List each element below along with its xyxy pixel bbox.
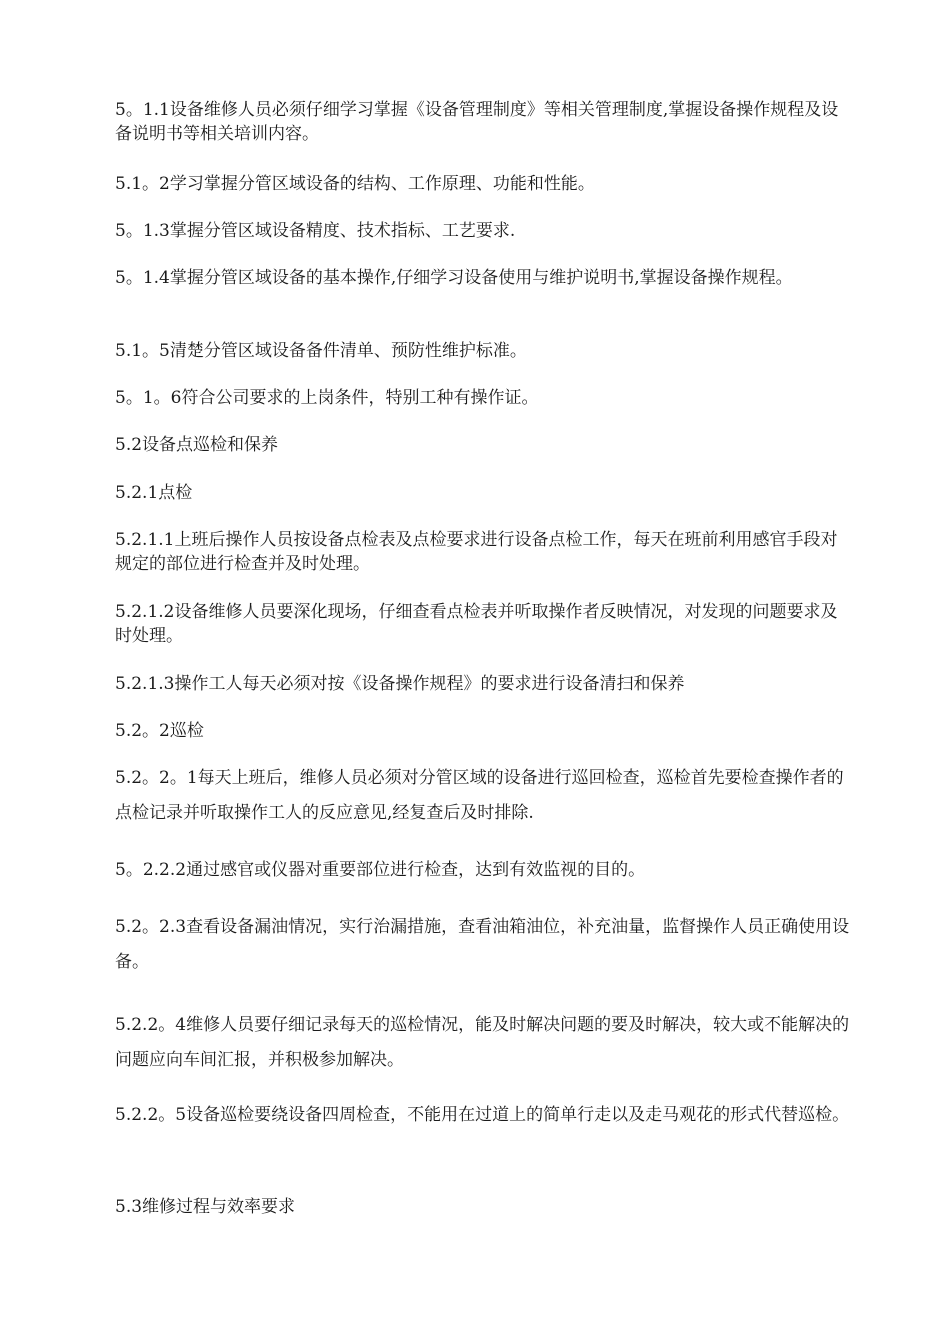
heading-5-3: 5.3维修过程与效率要求 bbox=[115, 1197, 296, 1217]
heading-5-2: 5.2设备点巡检和保养 bbox=[115, 435, 279, 455]
paragraph-5-1-5: 5.1。5清楚分管区域设备备件清单、预防性维护标准。 bbox=[115, 341, 527, 361]
paragraph-5-2-2-2: 5。2.2.2通过感官或仪器对重要部位进行检查，达到有效监视的目的。 bbox=[115, 860, 646, 880]
heading-5-2-2: 5.2。2巡检 bbox=[115, 721, 204, 741]
heading-5-2-1: 5.2.1点检 bbox=[115, 483, 193, 503]
paragraph-5-2-2-4: 5.2.2。4维修人员要仔细记录每天的巡检情况，能及时解决问题的要及时解决，较大或不能解决的问题应向车间汇报，并积极参加解决。 bbox=[115, 1015, 850, 1070]
paragraph-5-2-1-2: 5.2.1.2设备维修人员要深化现场，仔细查看点检表并听取操作者反映情况，对发现的问题要求及时处理。 bbox=[115, 602, 838, 646]
paragraph-5-2-1-1: 5.2.1.1上班后操作人员按设备点检表及点检要求进行设备点检工作，每天在班前利用感官手段对规定的部位进行检查并及时处理。 bbox=[115, 530, 838, 574]
paragraph-5-2-2-1: 5.2。2。1每天上班后，维修人员必须对分管区域的设备进行巡回检查，巡检首先要检查操作者的点检记录并听取操作工人的反应意见,经复查后及时排除. bbox=[115, 768, 844, 823]
paragraph-5-1-1: 5。1.1设备维修人员必须仔细学习掌握《设备管理制度》等相关管理制度,掌握设备操作规程及设备说明书等相关培训内容。 bbox=[115, 100, 839, 144]
paragraph-5-1-4: 5。1.4掌握分管区域设备的基本操作,仔细学习设备使用与维护说明书,掌握设备操作规程。 bbox=[115, 268, 793, 288]
paragraph-5-2-2-5: 5.2.2。5设备巡检要绕设备四周检查，不能用在过道上的简单行走以及走马观花的形式代替巡检。 bbox=[115, 1105, 850, 1125]
paragraph-5-1-6: 5。1。6符合公司要求的上岗条件，特别工种有操作证。 bbox=[115, 388, 539, 408]
paragraph-5-2-2-3: 5.2。2.3查看设备漏油情况，实行治漏措施，查看油箱油位，补充油量，监督操作人员正确使用设备。 bbox=[115, 917, 850, 972]
paragraph-5-1-2: 5.1。2学习掌握分管区域设备的结构、工作原理、功能和性能。 bbox=[115, 174, 595, 194]
paragraph-5-2-1-3: 5.2.1.3操作工人每天必须对按《设备操作规程》的要求进行设备清扫和保养 bbox=[115, 674, 685, 694]
paragraph-5-1-3: 5。1.3掌握分管区域设备精度、技术指标、工艺要求. bbox=[115, 221, 516, 241]
